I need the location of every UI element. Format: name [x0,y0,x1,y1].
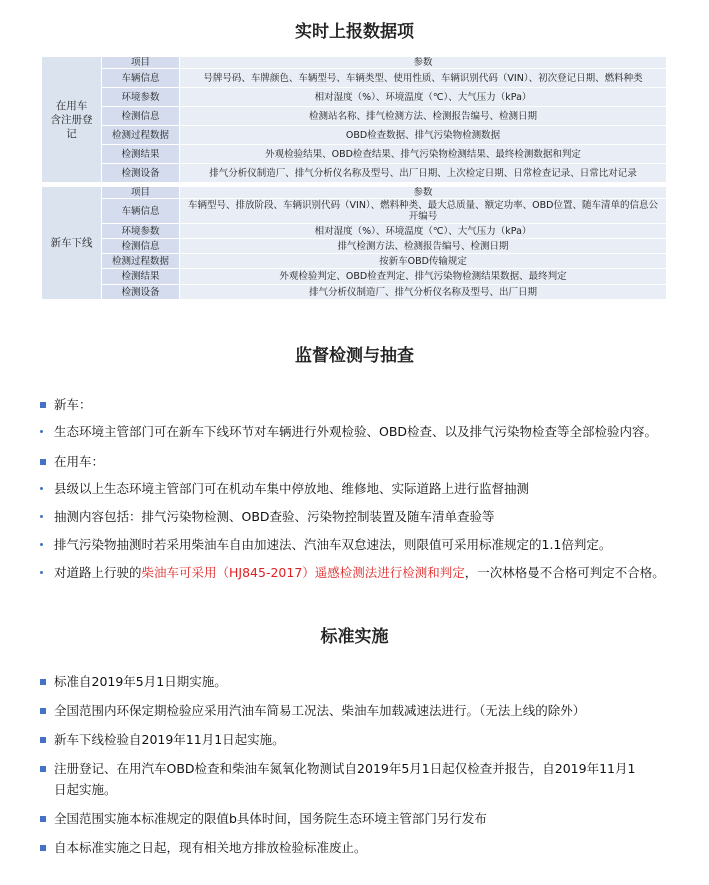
table-header-cell: 参数 [180,187,667,199]
table-row [42,126,667,145]
item-cell: 环境参数 [102,224,180,239]
item-text: 标准自2019年5月1日期实施。 [54,674,227,689]
bullet-item-remote-sensing [40,566,665,580]
param-cell: 外观检验判定、OBD检查判定、排气污染物检测结果数据、最终判定 [180,269,667,285]
table-row [42,145,667,164]
square-bullet-icon [40,459,46,465]
item-text: ，一次林格曼不合格可判定不合格。 [464,565,665,580]
implementation-item [40,783,117,797]
dot-bullet-icon [40,487,43,490]
param-cell: 排气检测方法、检测报告编号、检测日期 [180,239,667,254]
item-text: 全国范围实施本标准规定的限值b具体时间，国务院生态环境主管部门另行发布 [54,811,487,826]
item-text: 日起实施。 [54,782,117,797]
section-title-implementation: 标准实施 [320,627,389,647]
table-row [42,199,667,224]
square-bullet-icon [40,845,46,851]
square-bullet-icon [40,679,46,685]
item-text: 县级以上生态环境主管部门可在机动车集中停放地、维修地、实际道路上进行监督抽测 [54,481,530,496]
item-text: 注册登记、在用汽车OBD检查和柴油车氮氧化物测试自2019年5月1日起仅检查并报告，自2019年11月1 [54,761,636,776]
highlight-text: 柴油车可采用（HJ845-2017）遥感检测法进行检测和判定 [141,565,465,580]
implementation-item [40,812,487,826]
square-bullet-icon [40,737,46,743]
table-row [42,224,667,239]
table-header-cell: 项目 [102,187,180,199]
item-text: 抽测内容包括：排气污染物检测、OBD查验、污染物控制装置及随车清单查验等 [54,509,495,524]
item-text: 排气污染物抽测时若采用柴油车自由加速法、汽油车双怠速法，则限值可采用标准规定的1.1倍判定。 [54,537,612,552]
table-row [42,107,667,126]
item-cell: 检测过程数据 [102,126,180,145]
param-cell: OBD检查数据、排气污染物检测数据 [180,126,667,145]
bullet-item [40,425,657,439]
bullet-item [40,510,495,524]
implementation-item [40,704,585,718]
dot-bullet-icon [40,543,43,546]
square-bullet-icon [40,766,46,772]
param-cell: 检测站名称、排气检测方法、检测报告编号、检测日期 [180,107,667,126]
table-header-cell: 项目 [102,57,180,69]
bullet-item [40,538,611,552]
item-cell: 检测过程数据 [102,254,180,269]
bullet-item [40,482,529,496]
item-cell: 检测结果 [102,145,180,164]
param-cell: 车辆型号、排放阶段、车辆识别代码（VIN）、燃料种类、最大总质量、额定功率、OBD位置、随车清单的信息公开编号 [180,199,667,224]
group-label: 在用车 含注册登记 [42,57,102,183]
param-cell: 按新车OBD传输规定 [180,254,667,269]
table-row [42,88,667,107]
square-bullet-icon [40,402,46,408]
dot-bullet-icon [40,430,43,433]
subheading-item [40,398,92,412]
param-cell: 排气分析仪制造厂、排气分析仪名称及型号、出厂日期 [180,285,667,300]
param-cell: 号牌号码、车牌颜色、车辆型号、车辆类型、使用性质、车辆识别代码（VIN）、初次登记日期、燃料种类 [180,69,667,88]
table-row [42,239,667,254]
item-cell: 车辆信息 [102,199,180,224]
item-text: 自本标准实施之日起，现有相关地方排放检验标准废止。 [54,840,367,855]
square-bullet-icon [40,816,46,822]
realtime-table-new-vehicle [41,186,667,300]
implementation-item [40,841,367,855]
item-cell: 检测信息 [102,239,180,254]
item-cell: 检测设备 [102,164,180,183]
section-title-realtime: 实时上报数据项 [295,22,414,42]
item-cell: 检测设备 [102,285,180,300]
item-cell: 检测结果 [102,269,180,285]
dot-bullet-icon [40,515,43,518]
item-cell: 检测信息 [102,107,180,126]
subheading-item [40,455,104,469]
param-cell: 外观检验结果、OBD检查结果、排气污染物检测结果、最终检测数据和判定 [180,145,667,164]
param-cell: 排气分析仪制造厂、排气分析仪名称及型号、出厂日期、上次检定日期、日常检查记录、日常比对记录 [180,164,667,183]
implementation-item [40,733,285,747]
item-text: 生态环境主管部门可在新车下线环节对车辆进行外观检验、OBD检查、以及排气污染物检查等全部检验内容。 [54,424,658,439]
table-row [42,164,667,183]
table-row [42,269,667,285]
group-label: 新车下线 [42,187,102,300]
item-text: 新车下线检验自2019年11月1日起实施。 [54,732,285,747]
table-row [42,285,667,300]
item-text: 新车： [54,397,92,412]
realtime-table-in-use [41,56,667,183]
table-header-cell: 参数 [180,57,667,69]
section-title-supervision: 监督检测与抽查 [295,346,414,366]
item-text: 全国范围内环保定期检验应采用汽油车简易工况法、柴油车加载减速法进行。（无法上线的除外） [54,703,586,718]
dot-bullet-icon [40,571,43,574]
implementation-item [40,675,227,689]
item-text: 在用车： [54,454,105,469]
implementation-item [40,762,635,776]
item-cell: 车辆信息 [102,69,180,88]
param-cell: 相对湿度（%）、环境温度（℃）、大气压力（kPa） [180,88,667,107]
item-text: 对道路上行驶的 [54,565,142,580]
table-row [42,69,667,88]
square-bullet-icon [40,708,46,714]
param-cell: 相对湿度（%）、环境温度（℃）、大气压力（kPa） [180,224,667,239]
item-cell: 环境参数 [102,88,180,107]
table-row [42,254,667,269]
